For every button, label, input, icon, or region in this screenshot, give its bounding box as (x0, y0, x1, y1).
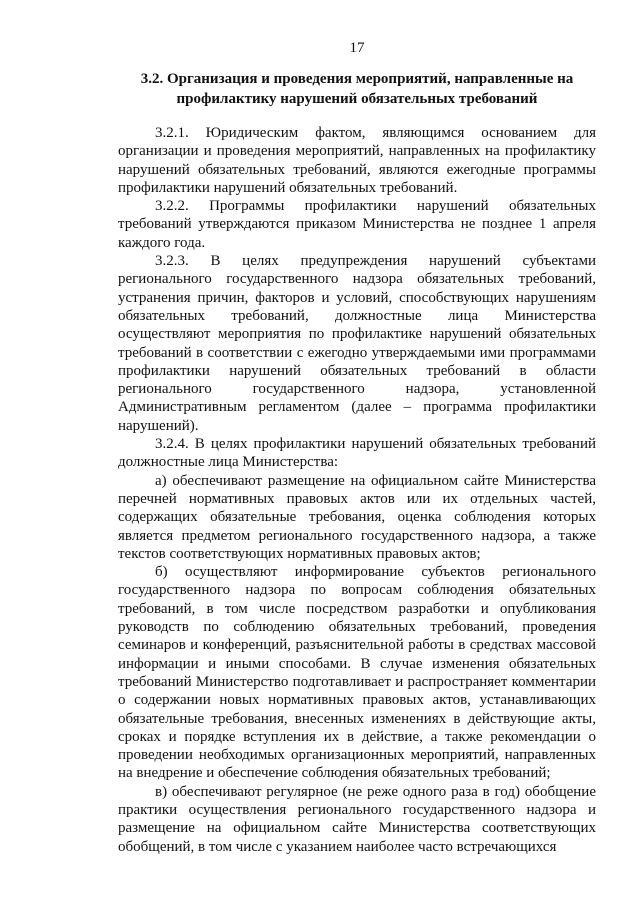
list-item-b: б) осуществляют информирование субъектов регионального государственного надзора по вопросам соблюдения обязательных требований, в том числе посредством разработки и опубликования руководств по соблюдению обязательных требований, проведения семинаров и конференций, разъяснительной работы в средствах массовой информации и иными способами. В случае изменения обязательных требований Министерство подготавливает и распространяет комментарии о содержании новых нормативных правовых актов, устанавливающих обязательные требования, внесенных изменениях в действующие акты, сроках и порядке вступления их в действие, а также рекомендации о проведении необходимых организационных мероприятий, направленных на внедрение и обеспечение соблюдения обязательных требований; (118, 564, 596, 782)
paragraph-3-2-2: 3.2.2. Программы профилактики нарушений обязательных требований утверждаются приказом Министерства не позднее 1 апреля каждого года. (118, 198, 596, 251)
document-page (118, 0, 596, 905)
list-item-v: в) обеспечивают регулярное (не реже одного раза в год) обобщение практики осуществления регионального государственного надзора и размещение на официальном сайте Министерства соответствующих обобщений, в том числе с указанием наиболее часто встречающихся (118, 783, 596, 855)
paragraph-3-2-1: 3.2.1. Юридическим фактом, являющимся основанием для организации и проведения мероприятий, направленных на профилактику нарушений обязательных требований, являются ежегодные программы профилактики нарушений обязательных требований. (118, 125, 596, 196)
list-item-a: а) обеспечивают размещение на официальном сайте Министерства перечней нормативных правовых актов или их отдельных частей, содержащих обязательные требования, оценка соблюдения которых является предметом регионального государственного надзора, а также текстов соответствующих нормативных правовых актов; (118, 472, 596, 562)
document-body (118, 124, 596, 856)
paragraph-3-2-3: 3.2.3. В целях предупреждения нарушений субъектами регионального государственного надзора обязательных требований, устранения причин, факторов и условий, способствующих нарушениям обязательных требований, должностные лица Министерства осуществляют мероприятия по профилактике нарушений обязательных требований в соответствии с ежегодно утверждаемыми ими программами профилактики нарушений обязательных требований в области регионального государственного надзора, установленной Административным регламентом (далее – программа профилактики нарушений). (118, 253, 596, 434)
section-heading: 3.2. Организация и проведения мероприятий, направленные на профилактику нарушений обязательных требований (140, 71, 574, 107)
paragraph-3-2-4: 3.2.4. В целях профилактики нарушений обязательных требований должностные лица Министерства: (118, 436, 596, 471)
page-number: 17 (349, 40, 365, 56)
